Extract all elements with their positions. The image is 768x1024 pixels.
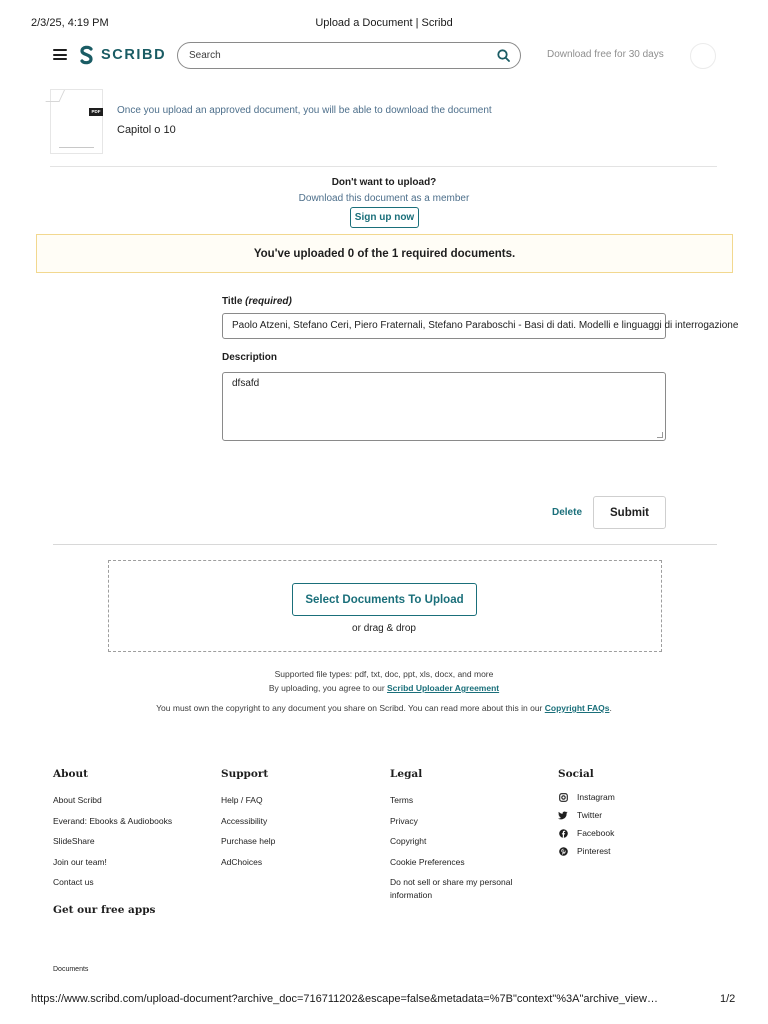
footer-link-accessibility[interactable]: Accessibility <box>221 815 268 826</box>
scribd-logo[interactable] <box>79 45 166 65</box>
print-url: https://www.scribd.com/upload-document?archive_doc=716711202&escape=false&metadata=%7B"context"%3A"archive_view… <box>31 993 658 1005</box>
footer-social-heading: Social <box>558 768 594 780</box>
document-thumbnail <box>50 89 103 154</box>
footer-link-twitter[interactable]: Twitter <box>558 810 615 820</box>
drag-drop-hint: or drag & drop <box>352 623 416 634</box>
footer-link-do-not-sell[interactable]: Do not sell or share my personal information <box>390 877 513 901</box>
divider <box>53 544 717 545</box>
footer-link-pinterest[interactable]: Pinterest <box>558 846 615 856</box>
footer-link-purchase-help[interactable]: Purchase help <box>221 836 276 847</box>
copyright-faqs-link[interactable]: Copyright FAQs <box>544 703 610 713</box>
menu-icon[interactable] <box>53 49 67 60</box>
footer-link-instagram[interactable]: Instagram <box>558 792 615 802</box>
scribd-logo-icon <box>79 46 94 64</box>
uploader-agreement-text: By uploading, you agree to our Scribd Uploader Agreement <box>268 683 500 693</box>
footer-link-adchoices[interactable]: AdChoices <box>221 856 263 867</box>
submit-button[interactable]: Submit <box>593 496 666 529</box>
avatar[interactable] <box>690 43 716 69</box>
download-free-link[interactable]: Download free for 30 days <box>547 49 664 60</box>
logo-text: SCRIBD <box>101 47 167 63</box>
footer-social <box>558 768 615 856</box>
print-page-title: Upload a Document | Scribd <box>315 17 453 29</box>
pinterest-icon <box>558 846 568 856</box>
copyright-notice: You must own the copyright to any document you share on Scribd. You can read more about this in our Copyright FAQs. <box>156 703 612 713</box>
search-input[interactable] <box>177 42 521 69</box>
instagram-icon <box>558 792 568 802</box>
footer-link-copyright[interactable]: Copyright <box>390 836 427 847</box>
supported-file-types: Supported file types: pdf, txt, doc, ppt, xls, docx, and more <box>274 669 494 679</box>
delete-button[interactable]: Delete <box>552 507 583 518</box>
document-title: Capitol o 10 <box>117 124 176 136</box>
footer-support-heading: Support <box>221 768 269 780</box>
documents-label[interactable]: Documents <box>53 966 89 973</box>
pdf-badge: PDF <box>89 108 103 116</box>
description-label: Description <box>222 352 278 363</box>
dont-want-upload-heading: Don't want to upload? <box>331 177 437 188</box>
facebook-icon <box>558 828 568 838</box>
title-label: Title (required) <box>222 296 292 307</box>
footer-about-heading: About <box>53 768 88 780</box>
download-as-member-text: Download this document as a member <box>298 193 470 204</box>
footer-link-cookie-preferences[interactable]: Cookie Preferences <box>390 856 465 867</box>
upload-count-notice: You've uploaded 0 of the 1 required documents. <box>36 234 733 273</box>
footer-link-help[interactable]: Help / FAQ <box>221 795 263 805</box>
upload-approval-note: Once you upload an approved document, you will be able to download the document <box>117 105 492 116</box>
search-icon[interactable] <box>497 49 510 62</box>
print-page-count: 1/2 <box>720 993 736 1005</box>
footer-link-facebook[interactable]: Facebook <box>558 828 615 838</box>
divider <box>50 166 717 167</box>
footer-link-terms[interactable]: Terms <box>390 795 414 805</box>
footer-legal-heading: Legal <box>390 768 423 780</box>
footer-support <box>221 768 275 869</box>
footer-link-contact[interactable]: Contact us <box>53 877 94 888</box>
description-field[interactable] <box>222 372 666 441</box>
footer-link-privacy[interactable]: Privacy <box>390 815 418 826</box>
description-value: dfsafd <box>232 378 260 389</box>
search-placeholder: Search <box>189 50 221 61</box>
uploader-agreement-link[interactable]: Scribd Uploader Agreement <box>387 683 500 693</box>
required-marker: (required) <box>245 296 292 307</box>
sign-up-button[interactable]: Sign up now <box>350 207 419 228</box>
title-field[interactable]: Paolo Atzeni, Stefano Ceri, Piero Fraternali, Stefano Paraboschi - Basi di dati. Modelli e linguaggi di interrogazione <box>222 313 666 339</box>
footer-legal <box>390 768 530 902</box>
get-free-apps-heading: Get our free apps <box>53 904 156 916</box>
select-documents-button[interactable]: Select Documents To Upload <box>292 583 477 616</box>
footer-about <box>53 768 172 889</box>
footer-link-everand[interactable]: Everand: Ebooks & Audiobooks <box>53 815 173 826</box>
resize-handle-icon[interactable] <box>657 432 663 438</box>
footer-link-about-scribd[interactable]: About Scribd <box>53 795 102 805</box>
footer-link-join-team[interactable]: Join our team! <box>53 856 107 867</box>
footer-link-slideshare[interactable]: SlideShare <box>53 836 95 847</box>
twitter-icon <box>558 810 568 820</box>
print-datetime: 2/3/25, 4:19 PM <box>31 17 109 29</box>
